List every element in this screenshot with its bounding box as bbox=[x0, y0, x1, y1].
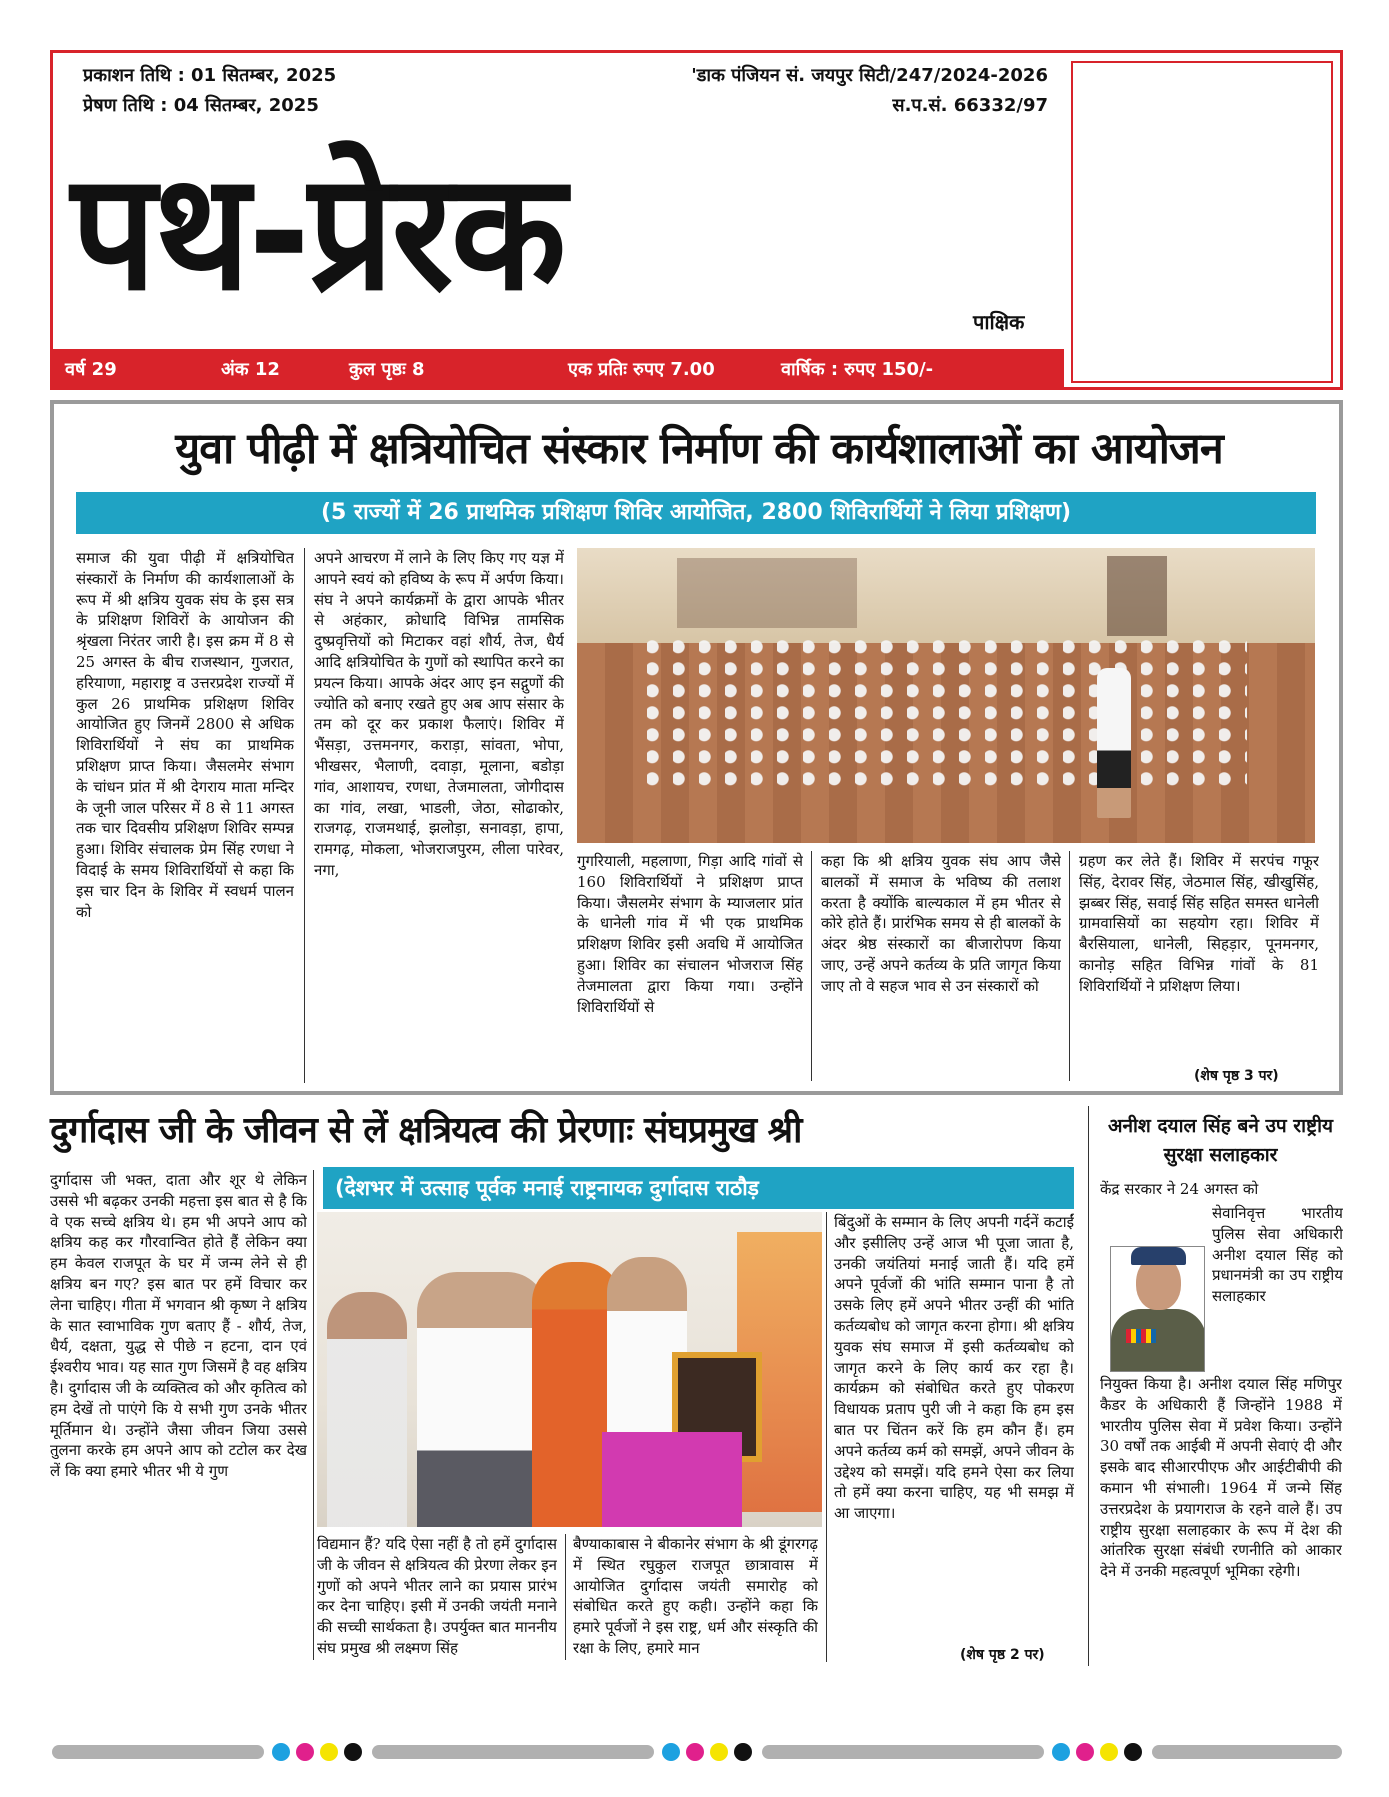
magenta-dot bbox=[1076, 1743, 1094, 1761]
lead-column-3: गुगरियाली, महलाणा, गिड़ा आदि गांवों से 160 शिविरार्थियों ने प्रशिक्षण प्राप्त किया। जैसलमेर संभाग के म्याजलार प्रांत के धानेली गांव में भी एक प्राथमिक प्रशिक्षण शिविर इसी अवधि में आयोजित हुआ। शिविर का संचालन भोजराज सिंह तेजमालता द्वारा किया गया। उन्होंने शिविरार्थियों से bbox=[577, 852, 803, 1016]
column-rule bbox=[811, 851, 812, 1081]
lead-column-4: कहा कि श्री क्षत्रिय युवक संघ आप जैसे बालकों में समाज के भविष्य की तलाश करता है क्योंकि बाल्यकाल में हम भीतर से कोरे होते हैं। प्रारंभिक समय से ही बालकों के अंदर श्रेष्ठ संस्कारों का बीजारोपण किया जाए, उन्हें अपने कर्तव्य के प्रति जागृत किया जाए तो वे सहज भाव से उन संस्कारों को bbox=[821, 852, 1061, 995]
dispatch-date: प्रेषण तिथि : 04 सितम्बर, 2025 bbox=[83, 95, 319, 116]
lead-column-5: ग्रहण कर लेते हैं। शिविर में सरपंच गफूर सिंह, देरावर सिंह, जेठमाल सिंह, खीखुसिंह, झब्बर सिंह, सवाई सिंह सहित समस्त धानेली ग्रामवासियों का सहयोग रहा। शिविर में बैरसियाला, धानेली, सिहड़ार, पूनमनगर, कानोड़ सहित विभिन्न गांवों के 81 शिविरार्थियों ने प्रशिक्षण लिया। bbox=[1079, 852, 1319, 995]
footer-bar bbox=[1152, 1745, 1342, 1759]
second-column-2: विद्यमान हैं? यदि ऐसा नहीं है तो हमें दुर्गादास जी के जीवन से क्षत्रियत्व की प्रेरणा लेकर इन गुणों को अपने भीतर लाने का प्रयास प्रारंभ कर देना चाहिए। इसी में उनकी जयंती मनाने की सच्ची सार्थकता है। उपर्युक्त बात माननीय संघ प्रमुख श्री लक्ष्मण सिंह bbox=[317, 1535, 557, 1657]
lead-column-2: अपने आचरण में लाने के लिए किए गए यज्ञ में आपने स्वयं को हविष्य के रूप में अर्पण किया। संघ ने अपने कार्यक्रमों के द्वारा आपके भीतर से अहंकार, क्रोधादि विभिन्न तामसिक दुष्प्रवृत्तियों को मिटाकर वहां शौर्य, तेज, धैर्य आदि क्षत्रियोचित के गुणों को स्थापित करने का प्रयत्न किया। आपके अंदर आए इन सद्गुणों की ज्योति को बनाए रखते हुए अब आप संसार के तम को दूर कर प्रकाश फैलाएं। शिविर में भैंसड़ा, उत्तमनगर, कराड़ा, सांवता, भोपा, भीखसर, भैलाणी, दवाड़ा, मूलाना, बडोड़ा गांव, आशायच, रणधा, तेजमालता, जोगीदास का गांव, लखा, भाडली, जेठा, सोढाकोर, राजगढ़, राजमथाई, झलोड़ा, सनावड़ा, हापा, रामगढ़, मोकला, भोजराजपुरम, लीला पारेवर, नगा, bbox=[314, 549, 564, 879]
lead-continued: (शेष पृष्ठ 3 पर) bbox=[1194, 1068, 1279, 1084]
annual-price: वार्षिक : रुपए 150/- bbox=[781, 359, 934, 380]
issue-info-bar bbox=[53, 349, 1064, 387]
pages-label: कुल पृष्ठः 8 bbox=[349, 359, 425, 380]
second-subheadline: (देशभर में उत्साह पूर्वक मनाई राष्ट्रनायक दुर्गादास राठौड़ bbox=[323, 1167, 1074, 1209]
second-continued: (शेष पृष्ठ 2 पर) bbox=[960, 1647, 1045, 1663]
second-column-1: दुर्गादास जी भक्त, दाता और शूर थे लेकिन उससे भी बढ़कर उनकी महत्ता इस बात से है कि वे एक सच्चे क्षत्रिय थे। हम भी अपने आप को क्षत्रिय कह कर गौरवान्वित होते हैं लेकिन क्या हम केवल राजपूत के घर में जन्म लेने से ही क्षत्रिय बन गए? इस बात पर हमें विचार कर लेना चाहिए। गीता में भगवान श्री कृष्ण ने क्षत्रिय के सात स्वाभाविक गुण बताए हैं - शौर्य, तेज, धैर्य, दक्षता, युद्ध से पीछे न हटना, दान एवं ईश्वरीय भाव। यह सात गुण जिसमें है वह क्षत्रिय है। दुर्गादास जी के व्यक्तित्व को और कृतित्व को हम देखें तो पाएंगे कि ये सभी गुण उनके भीतर मूर्तिमान थे। उन्होंने जैसा जीवन जिया उससे तुलना करके हम अपने आप को टटोल कर देख लें कि क्या हमारे भीतर भी ये गुण bbox=[50, 1171, 307, 1481]
side-body: नियुक्त किया है। अनीश दयाल सिंह मणिपुर कैडर के अधिकारी हैं जिन्होंने 1988 में भारतीय पुलिस सेवा में प्रवेश किया। उन्होंने 30 वर्षों तक आईबी में अपनी सेवाएं दी और इसके बाद सीआरपीएफ और आईटीबीपी की कमान भी संभाली। 1964 में जन्मे सिंह उत्तरप्रदेश के प्रयागराज के रहने वाले हैं। उप राष्ट्रीय सुरक्षा सलाहकार के रूप में देश की आंतरिक सुरक्षा संबंधी रणनीति को आकार देने में उनकी महत्वपूर्ण भूमिका रहेगी। bbox=[1100, 1375, 1342, 1581]
lead-subheadline: (5 राज्यों में 26 प्राथमिक प्रशिक्षण शिविर आयोजित, 2800 शिविरार्थियों ने लिया प्रशिक्षण) bbox=[76, 492, 1316, 534]
masthead bbox=[50, 50, 1343, 390]
yellow-dot bbox=[710, 1743, 728, 1761]
second-headline: दुर्गादास जी के जीवन से लें क्षत्रियत्व की प्रेरणाः संघप्रमुख श्री bbox=[50, 1110, 802, 1151]
lead-story bbox=[50, 400, 1343, 1095]
footer-bar bbox=[372, 1745, 654, 1759]
column-rule bbox=[1088, 1106, 1089, 1666]
column-rule bbox=[565, 1534, 566, 1660]
black-dot bbox=[734, 1743, 752, 1761]
official-portrait bbox=[1110, 1246, 1205, 1372]
second-column-3: बैण्याकाबास ने बीकानेर संभाग के श्री डूंगरगढ़ में स्थित रघुकुल राजपूत छात्रावास में आयोजित दुर्गादास जयंती समारोह को संबोधित करते हुए कही। उन्होंने कहा कि हमारे पूर्वजों ने इस राष्ट्र, धर्म और संस्कृति की रक्षा के लिए, हमारे मान bbox=[573, 1535, 818, 1657]
cyan-dot bbox=[1052, 1743, 1070, 1761]
year-label: वर्ष 29 bbox=[65, 359, 117, 380]
side-intro: केंद्र सरकार ने 24 अगस्त को bbox=[1100, 1180, 1259, 1198]
column-rule bbox=[1069, 851, 1070, 1081]
masthead-dates bbox=[83, 61, 336, 121]
column-rule bbox=[826, 1212, 827, 1662]
event-photo bbox=[317, 1212, 822, 1527]
magenta-dot bbox=[686, 1743, 704, 1761]
cyan-dot bbox=[272, 1743, 290, 1761]
footer-bar bbox=[52, 1745, 264, 1759]
black-dot bbox=[1124, 1743, 1142, 1761]
column-rule bbox=[304, 548, 305, 1083]
single-copy-price: एक प्रतिः रुपए 7.00 bbox=[568, 359, 715, 380]
newspaper-title: पथ-प्रेरक bbox=[71, 138, 565, 327]
camp-photo bbox=[577, 548, 1315, 843]
lead-column-1: समाज की युवा पीढ़ी में क्षत्रियोचित संस्कारों के निर्माण की कार्यशालाओं के रूप में श्री क्षत्रिय युवक संघ के इस सत्र के प्रशिक्षण शिविरों के आयोजन की श्रृंखला निरंतर जारी है। इस क्रम में 8 से 25 अगस्त के बीच राजस्थान, गुजरात, हरियाणा, महाराष्ट्र व उत्तरप्रदेश राज्यों में कुल 26 प्राथमिक प्रशिक्षण शिविर आयोजित हुए जिनमें 2800 से अधिक शिविरार्थियों ने संघ का प्राथमिक प्रशिक्षण प्राप्त किया। जैसलमेर संभाग के चांधन प्रांत में श्री देगराय माता मन्दिर के जूनी जाल परिसर में 8 से 11 अगस्त तक चार दिवसीय प्रशिक्षण शिविर सम्पन्न हुआ। शिविर संचालक प्रेम सिंह रणधा ने विदाई के समय शिविरार्थियों से कहा कि इस चार दिन के शिविर में स्वधर्म पालन को bbox=[76, 549, 294, 921]
postal-registration: 'डाक पंजियन सं. जयपुर सिटी/247/2024-2026 bbox=[691, 65, 1048, 86]
magenta-dot bbox=[296, 1743, 314, 1761]
column-rule bbox=[313, 1170, 314, 1660]
masthead-registration bbox=[628, 61, 1048, 121]
issue-label: अंक 12 bbox=[221, 359, 280, 380]
sp-number: स.प.सं. 66332/97 bbox=[892, 95, 1048, 116]
black-dot bbox=[344, 1743, 362, 1761]
footer-bar bbox=[762, 1745, 1044, 1759]
publish-date: प्रकाशन तिथि : 01 सितम्बर, 2025 bbox=[83, 65, 337, 86]
side-headline: अनीश दयाल सिंह बने उप राष्ट्रीय सुरक्षा सलाहकार bbox=[1107, 1115, 1334, 1166]
yellow-dot bbox=[320, 1743, 338, 1761]
address-box bbox=[1071, 61, 1333, 383]
side-wrap-text: सेवानिवृत्त भारतीय पुलिस सेवा अधिकारी अनीश दयाल सिंह को प्रधानमंत्री का उप राष्ट्रीय सलाहकार bbox=[1212, 1204, 1343, 1306]
yellow-dot bbox=[1100, 1743, 1118, 1761]
cyan-dot bbox=[662, 1743, 680, 1761]
lead-headline: युवा पीढ़ी में क्षत्रियोचित संस्कार निर्माण की कार्यशालाओं का आयोजन bbox=[175, 424, 1223, 474]
newspaper-frequency: पाक्षिक bbox=[973, 310, 1025, 334]
second-column-4: बिंदुओं के सम्मान के लिए अपनी गर्दनें कटाईं और इसीलिए उन्हें आज भी पूजा जाता है, उनकी जयंतियां मनाई जाती हैं। यदि हमें अपने पूर्वजों की भांति सम्मान पाना है तो उसके लिए हमें अपने भीतर उन्हीं की भांति कर्तव्यबोध को जागृत करना होगा। श्री क्षत्रिय युवक संघ समाज में इसी कर्तव्यबोध को जागृत करने के लिए कार्य कर रहा है। कार्यक्रम को संबोधित करते हुए पोकरण विधायक प्रताप पुरी जी ने कहा कि हम इस बात पर चिंतन करें कि हम कौन हैं। हम अपने कर्तव्य कर्म को समझें, अपने जीवन के उद्देश्य को समझें। यदि हमने ऐसा कर लिया तो हमें क्या करना चाहिए, यह भी समझ में आ जाएगा। bbox=[834, 1213, 1074, 1523]
